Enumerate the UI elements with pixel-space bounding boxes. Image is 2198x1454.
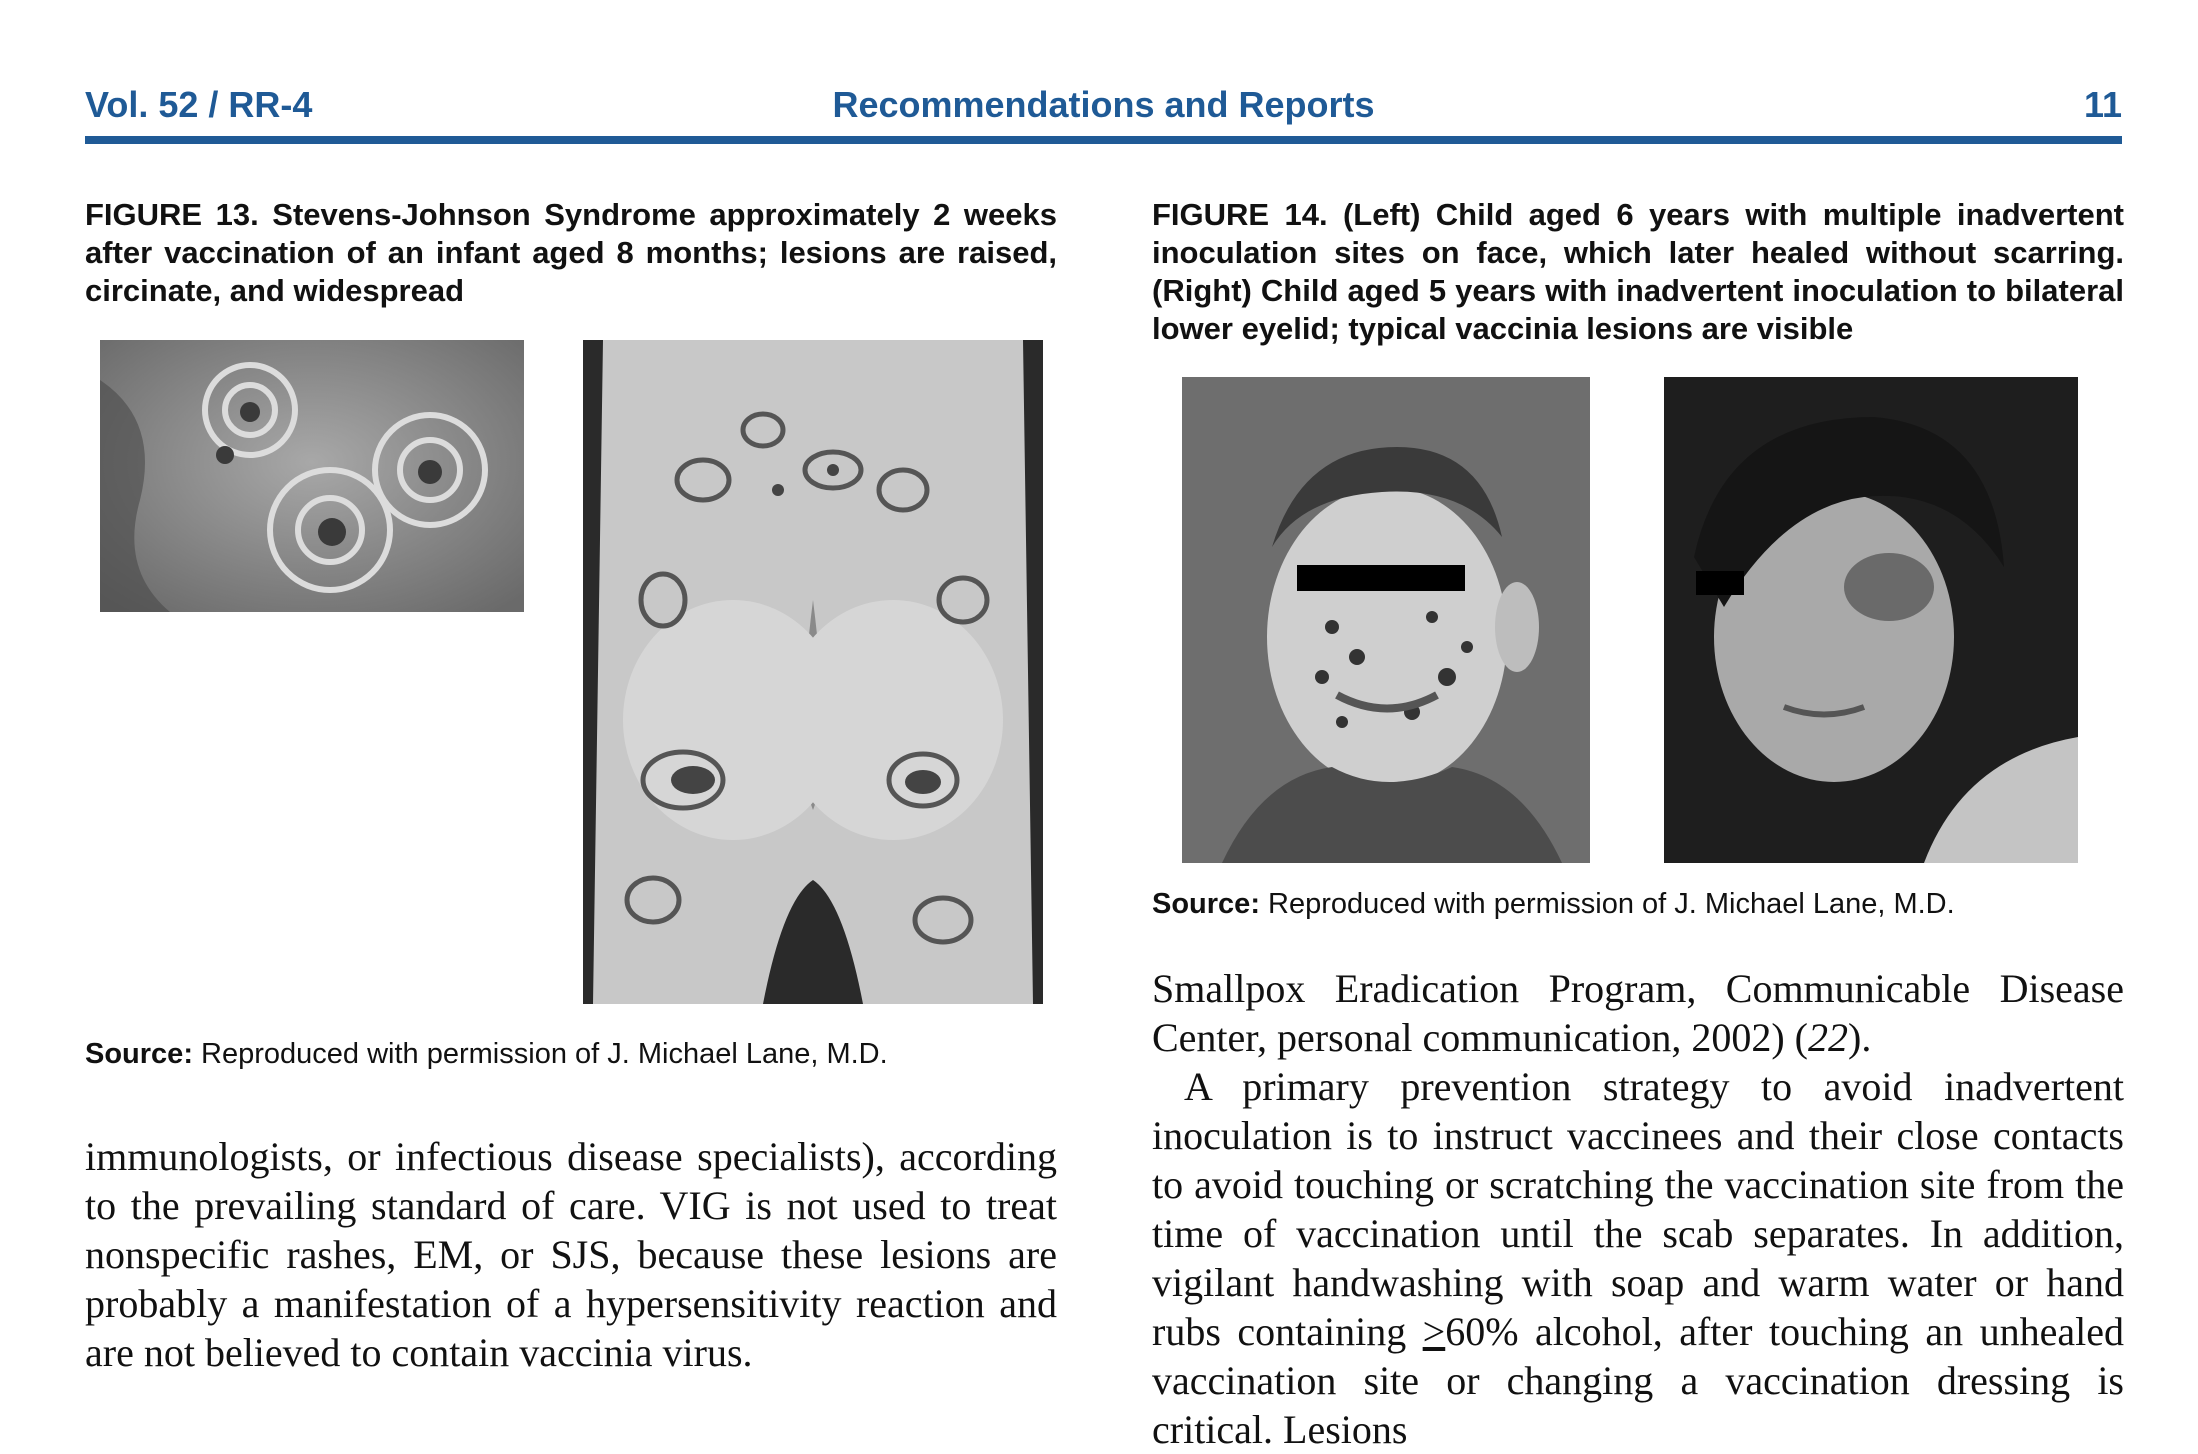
journal-title: Recommendations and Reports <box>832 84 1375 125</box>
figure-14-caption: FIGURE 14. (Left) Child aged 6 years with multiple inadvertent inoculation sites on face, which later healed without scarring. (Right) Child aged 5 years with inadvertent inoculation to bilateral lower eyelid; typical vaccinia lesions are visible <box>1152 197 2124 346</box>
running-header <box>85 80 2122 144</box>
figure-13-closeup-photo <box>100 340 524 612</box>
figure-14-right-photo <box>1664 377 2078 863</box>
left-column-body <box>85 1132 1057 1377</box>
page-number: 11 <box>2083 84 2122 125</box>
figure-13-caption: FIGURE 13. Stevens-Johnson Syndrome approximately 2 weeks after vaccination of an infant aged 8 months; lesions are raised, circinate, and widespread <box>85 197 1057 308</box>
citation-reference: 22 <box>1808 1015 1848 1060</box>
figure-13-body-photo <box>583 340 1043 1004</box>
source-text: Reproduced with permission of J. Michael Lane, M.D. <box>1268 888 1955 920</box>
volume-label: Vol. 52 / RR-4 <box>85 84 313 125</box>
source-label: Source: <box>85 1038 193 1070</box>
figure-14-source <box>1152 888 1955 921</box>
right-paragraph-2: A primary prevention strategy to avoid inadvertent inoculation is to instruct vaccinees and their close contacts to avoid touching or scratching the vaccination site from the time of vaccination until the scab separates. In addition, vigilant handwashing with soap and warm water or hand rubs containing >60% alcohol, after touching an unhealed vaccination site or changing a vaccination dressing is critical. Lesions <box>1152 1064 2124 1452</box>
left-paragraph: immunologists, or infectious disease specialists), according to the prevailing standard of care. VIG is not used to treat nonspecific rashes, EM, or SJS, because these lesions are probably a manifestation of a hypersensitivity reaction and are not believed to contain vaccinia virus. <box>85 1134 1057 1375</box>
greater-equal-symbol: > <box>1422 1309 1446 1354</box>
right-column-body <box>1152 964 2124 1454</box>
figure-13-source <box>85 1038 888 1071</box>
source-text: Reproduced with permission of J. Michael Lane, M.D. <box>201 1038 888 1070</box>
figure-14-left-photo <box>1182 377 1590 863</box>
source-label: Source: <box>1152 888 1260 920</box>
right-paragraph-1: Smallpox Eradication Program, Communicable Disease Center, personal communication, 2002) (22). <box>1152 966 2124 1060</box>
